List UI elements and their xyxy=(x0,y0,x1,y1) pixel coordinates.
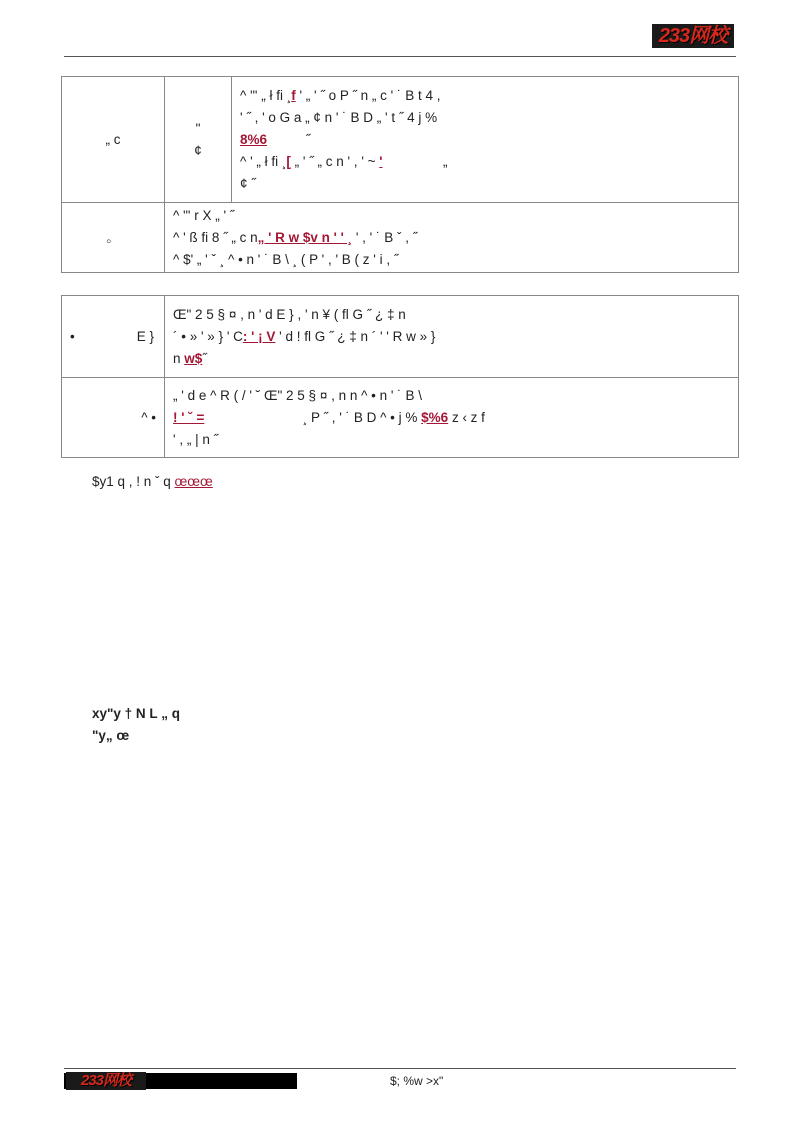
cell-text: ^ ' ß fi 8 ˝ „ c n xyxy=(173,229,258,245)
cell-text: " xyxy=(195,120,201,136)
cell-text: ' , ' ˙ B ˇ , ˝ xyxy=(352,229,418,245)
cell-text: ´ • » ' » } ' C xyxy=(173,328,243,344)
content-line xyxy=(240,129,730,151)
cell-text: ˝ xyxy=(302,131,311,147)
cell-text: z ‹ z f xyxy=(448,409,485,425)
cell-text: „ ' ˝ „ c n ' , ' ~ xyxy=(290,153,380,169)
cell-text: „ c xyxy=(105,131,121,147)
cell-label xyxy=(62,296,165,378)
cell-content xyxy=(165,203,739,273)
table-row xyxy=(62,77,739,203)
cell-text: ' , „ | n ˝ xyxy=(173,431,219,447)
link[interactable]: „ ' R w $v n ' ' ¸ xyxy=(257,229,353,245)
content-line xyxy=(240,173,730,195)
cell-sublabel xyxy=(165,77,232,203)
cell-content xyxy=(165,296,739,378)
cell-text: ¸ P ˝ , ' ˙ B D ^ • j % xyxy=(299,409,422,425)
table-row xyxy=(62,296,739,378)
link[interactable]: w$ xyxy=(184,350,203,366)
link[interactable]: 8%6 xyxy=(240,131,268,147)
table-row xyxy=(62,378,739,458)
section-line-1 xyxy=(92,706,180,721)
table-lower xyxy=(61,295,739,458)
cell-content xyxy=(165,378,739,458)
section-line-2 xyxy=(92,728,129,743)
cell-text: Œ" 2 5 § ¤ , n ' d E } , ' n ¥ ( fl G ˝ ¿ ‡ n xyxy=(173,306,406,322)
content-line xyxy=(240,107,730,129)
link[interactable]: f xyxy=(291,87,296,103)
cell-text: ^ "' „ ł fi ¸ xyxy=(240,87,292,103)
link[interactable]: ! ' ˘ = xyxy=(173,409,205,425)
cell-text: ' ˝ , ' o G a „ ¢ n ' ˙ B D „ ' t ˝ 4 j % xyxy=(240,109,438,125)
content-line xyxy=(173,326,730,348)
cell-label xyxy=(62,378,165,458)
cell-text: 。 xyxy=(106,229,120,245)
link[interactable]: $%6 xyxy=(421,409,449,425)
note-line xyxy=(92,474,213,489)
cell-text: n xyxy=(173,350,185,366)
table-row xyxy=(62,203,739,273)
content-line xyxy=(173,385,730,407)
note-link[interactable]: œœœ xyxy=(174,474,213,489)
content-line xyxy=(173,348,730,370)
table-upper xyxy=(61,76,739,273)
cell-text: ˝ xyxy=(202,350,207,366)
section-text: "y„ œ xyxy=(92,728,130,743)
header-logo: 233网校 xyxy=(652,24,734,48)
content-line xyxy=(173,429,730,451)
cell-text: ¢ xyxy=(194,142,202,158)
content-line xyxy=(240,85,730,107)
content-line xyxy=(173,227,730,249)
content-line xyxy=(173,249,730,271)
note-text: $y1 q , ! n ˇ q xyxy=(92,474,175,489)
cell-text: ^ "' r X „ ' ˝ xyxy=(173,207,235,223)
content-line xyxy=(240,151,730,173)
cell-text: • xyxy=(70,328,75,344)
cell-text: ^ • xyxy=(141,409,156,425)
link[interactable]: [ xyxy=(286,153,291,169)
footer-rule xyxy=(64,1068,736,1069)
cell-text: ^ ' „ ł fi ¸ xyxy=(240,153,287,169)
cell-content xyxy=(232,77,739,203)
cell-text: ^ $' „ ' ˇ ¸ ^ • n ' ˙ B \ ¸ ( P ' , ' B ( z ' i , ˝ xyxy=(173,251,399,267)
content-line xyxy=(173,407,730,429)
cell-text: ' „ ' ˝ o P ˝ n „ c ' ˙ B t 4 , xyxy=(295,87,441,103)
cell-text: „ ' d e ^ R ( / ' ˘ Œ" 2 5 § ¤ , n n ^ • n ' ˙ B \ xyxy=(173,387,422,403)
section-text: xy"y † N L „ q xyxy=(92,706,180,721)
cell-text: ¢ ˝ xyxy=(240,175,256,191)
footer-logo: 233网校 xyxy=(66,1072,146,1090)
link[interactable]: : ' ¡ V xyxy=(242,328,276,344)
header-rule xyxy=(64,56,736,57)
cell-label xyxy=(62,203,165,273)
cell-text: E } xyxy=(136,328,154,344)
cell-text: „ xyxy=(439,153,448,169)
cell-text: ' d ! fl G ˝ ¿ ‡ n ´ ' ' R w » } xyxy=(275,328,436,344)
cell-label xyxy=(62,77,165,203)
link[interactable]: ' xyxy=(379,153,383,169)
content-line xyxy=(173,205,730,227)
content-line xyxy=(173,304,730,326)
footer-page-text: $; %w >x" xyxy=(390,1074,444,1088)
